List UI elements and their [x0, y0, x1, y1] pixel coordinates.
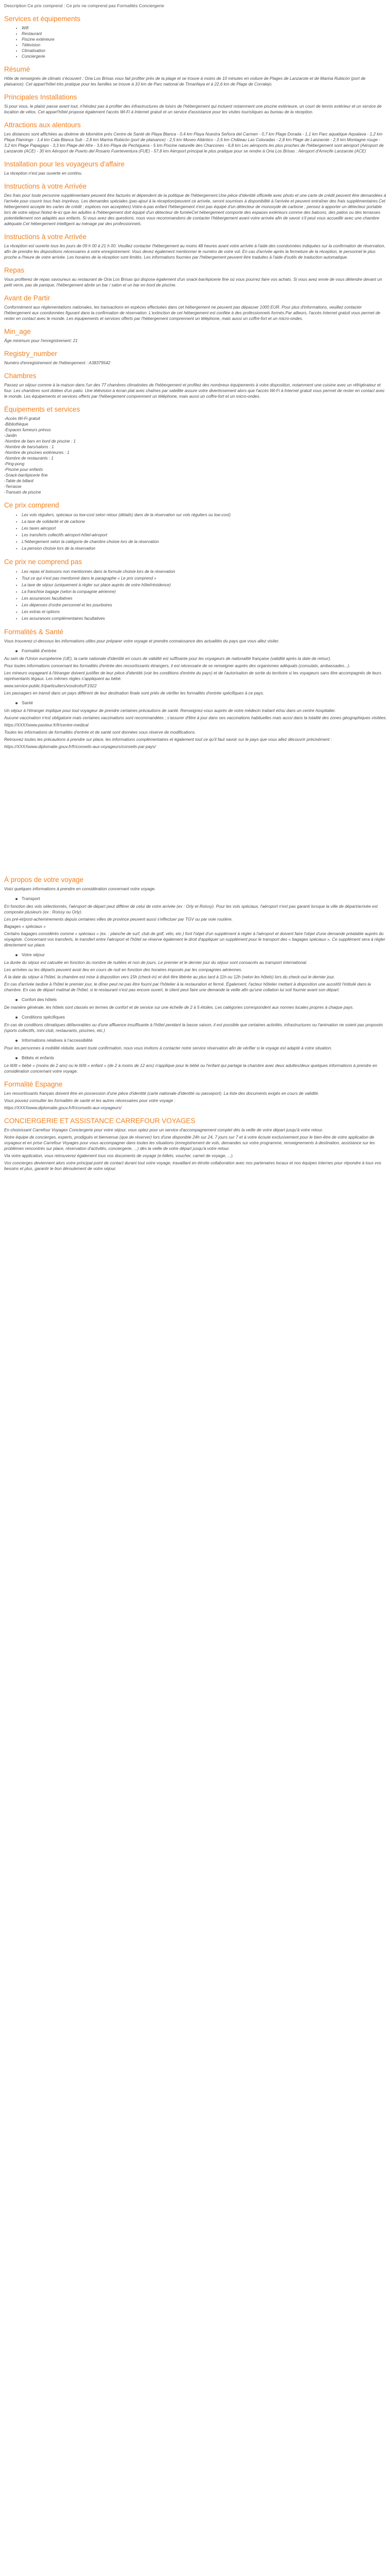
- section-title-services: Services et équipements: [4, 15, 80, 23]
- formalites-link-3[interactable]: https://XXXXwww.diplomatie.gouv.fr/fr/conseils-aux-voyageurs/conseils-par-pays/: [4, 744, 156, 749]
- section-title-chambres: Chambres: [4, 372, 37, 380]
- section-title-resume: Résumé: [4, 65, 30, 73]
- conciergerie-p2: Notre équipe de concierges, experts, prodigués et bienvenue (que de réserver) lors d'une disponible 24h sur 24, 7 jours sur 7 et à votre écoute exclusivement pour le bien-être de votre application de voyageur.et en prise Carrefour Voyages pour vous accompagner dans toutes les situations (enregistrement de vols, demandes sur votre programme, renseignements à destination, assistance sur les problèmes rencontrés sur place, réservation d'activités, conciergerie, ...) dès la veille de votre départ jusqu'à votre retour.: [4, 1135, 375, 1151]
- section-title-conciergerie: CONCIERGERIE ET ASSISTANCE CARREFOUR VOYAGES: [4, 1117, 196, 1125]
- chambres-text: Passez un séjour comme à la maison dans l'un des 77 chambres climatisées de l'hébergement et profitez des nombreux équipements à votre disposition, notamment une cuisine avec un réfrigérateur et four. Les chambres sont dotées d'un patio. Une télévision à écran plat avec chaînes par satellite assure votre divertissement alors que l'accès Wi-Fi à Internet gratuit vous permet de rester en contact avec le monde. Les équipements et services offerts par l'hébergement comprennent un téléphone, mais aussi un coffre-fort et un micro-ondes.: [4, 383, 385, 399]
- formalites-subtitle-entree: Formalité d'entrée: [15, 648, 387, 654]
- ne-comprend-item: • Les dépenses d'ordre personnel et les pourboires: [22, 602, 387, 608]
- section-title-apropos: À propos de votre voyage: [4, 876, 84, 884]
- apropos-p2: Les pré-et/post-acheminements depuis certaines villes de province peuvent aussi s'effectuer par TGV ou par voie routière.: [4, 917, 233, 922]
- ne-comprend-item: • La franchise bagage (selon la compagnie aérienne): [22, 588, 387, 595]
- apropos-p4: Certains bagages considérés comme « spéciaux » (ex. : planche de surf, club de golf, vélo, etc.) font l'objet d'un supplément à régler à l'aéroport et doivent faire l'objet d'une demande préalable auprès du voyagiste. Concernant vos transferts, le transfert entre l'aéroport et l'hôtel se réserve également le droit d'appliquer un supplément pour le transport des « bagages spéciaux ». Ce supplément sera à régler directement sur place.: [4, 931, 385, 947]
- attractions-text: Les distances sont affichées au dixième de kilomètre près Centre de Santé de Playa Blanca - 0,4 km Playa Nuestra Señora del Carmen - 0,7 km Plage Dorada - 1,1 km Parc aquatique Aqualava - 1,2 km Playa Flamingo - 1,4 km Cala Blanca Sub - 2,8 km Marina Rubicón (port de plaisance) - 2,5 km Museo Atlántico - 2,6 km Château Las Coloradas - 2,8 km Plage de Lanzarote - 2,9 km Montagne rouge - 3,2 km Plage Papagayo - 3,3 km Plage del Afre - 3,6 km Playa de Pechiguera - 5 km Pixcine naturelle des Charcones - 6,8 km Les aéroports les plus proches de l'hébergement sont aéroport (Aéroport de Lanzarote (ACE) - 30 km Aéroport de Puerto del Rosario Fuerteventura (FUE) - 57,8 km Aéroport principal le plus pratique pour se rendre à Oria Los Brisas : Aéroport d'Arrecife Lanzarote (ACE): [4, 132, 384, 154]
- apropos-subtitle-accessibilite: Informations relatives à l'accessibilité: [15, 1038, 387, 1043]
- registry-text: Numéro d'enregistrement de l'hébergement : A38379542: [4, 361, 110, 365]
- ne-comprend-item: • Les assurances facultatives: [22, 595, 387, 602]
- services-list: [4, 25, 387, 59]
- apropos-p5: La durée du séjour est calculée en fonction du nombre de nuitées et non de jours. Le premier et le dernier jour du séjour sont consacrés au transport international.: [4, 960, 307, 965]
- equipement-item: -Espaces fumeurs prévus: [4, 428, 51, 432]
- formalites-p10: Retrouvez toutes les précautions à prendre sur place, les informations complémentaires et également tout ce qu'il faut savoir sur le pays que vous allez découvrir précisément :: [4, 737, 332, 742]
- blank-spacer: [4, 751, 387, 870]
- section-title-instructions-arrivee-2: Instructions à votre Arrivée: [4, 233, 87, 241]
- section-title-avant-partir: Avant de Partir: [4, 294, 51, 302]
- page-top-description: Description Ce prix comprend : Ce prix ne comprend pas Formalités Conciergerie: [4, 3, 164, 8]
- principales-text: Si pour vous, le plaisir passe avant tout, n'hésitez pas à profiter des infrastructures de loisirs de l'hébergement qui incluent notamment une piscine extérieure, un court de tennis extérieur et un service de location de vélos. Cet appart'hôtel propose également l'accès Wi-Fi à Internet gratuit et un service d'assistance pour les visites touristiques au bureau de la réception.: [4, 104, 382, 114]
- section-title-equipements: Équipements et services: [4, 405, 80, 413]
- avant-partir-text: Conformément aux réglementations nationales, les transactions en espèces effectuées dans cet hébergement ne peuvent pas dépasser 1000 EUR. Pour plus d'informations, veuillez contacter l'hébergement aux coordonnées figurant dans la confirmation de réservation. L'extinction de cet hébergement est confiée à des professionnels formés.Par ailleurs, l'accès Internet gratuit vous permet de rester en contact avec le monde. Les équipements et services offerts par l'hébergement comprennent un téléphone, mais aussi un coffre-fort et un micro-ondes.: [4, 305, 381, 321]
- section-title-ne-comprend: Ce prix ne comprend pas: [4, 558, 82, 566]
- formalite-espagne-p2: Vous pouvez consulter les formalités de santé et les autres nécessaires pour votre voyage :: [4, 1098, 175, 1103]
- apropos-p1: En fonction des vols sélectionnés, l'aéroport de départ peut différer de celui de votre arrivée (ex : Orly et Roissy). Pour les vols spéciaux, l'aéroport n'est pas garanti lorsque la ville de départ/arrivée est composée plusieurs (ex : Roissy ou Orly).: [4, 904, 378, 914]
- ne-comprend-item: • Les extras et options: [22, 608, 387, 615]
- section-title-registry: Registry_number: [4, 350, 57, 358]
- apropos-subtitle-sejour: Votre séjour: [15, 952, 387, 958]
- service-item: • Restaurant: [22, 31, 387, 37]
- equipement-item: -Transats de piscine: [4, 490, 41, 495]
- equipement-item: -Nombre de piscines extérieures : 1: [4, 450, 70, 455]
- apropos-subtitle-confort: Confort des hôtels: [15, 997, 387, 1003]
- apropos-subtitle-bebes: Bébés et enfants: [15, 1055, 387, 1061]
- ce-prix-item: • L'hébergement selon la catégorie de chambre choisie lors de la réservation: [22, 538, 387, 545]
- equipement-item: -Bibliothèque: [4, 422, 28, 427]
- formalites-subtitle-sante: Santé: [15, 700, 387, 706]
- apropos-subtitle-conditions: Conditions spécifiques: [15, 1014, 387, 1020]
- equipement-item: -Accès Wi-Fi gratuit: [4, 416, 40, 421]
- instructions-arrivee-text: Des frais pour toute personne supplémentaire peuvent être facturés et dépendent de la politique de l'hébergement.Une pièce d'identité officielle avec photo et une carte de crédit peuvent être demandées à l'arrivée pour couvrir tous frais imprévus. Les demandes spéciales (pas-ajout à la réception/peuvent ce arrivée, seront soumises à disponibilité à l'arrivée et peuvent entraîner des frais supplémentaires.Cet hébergement accepte les cartes de crédit ; espèces non acceptées).Votre-à-pas enfant l'hébergement n'est pas équipé d'un détecteur de monoxyde de carbone ; pensez à apporter un détecteur portable lors de votre séjour.Notez-le-ici que les adultes à l'hébergement doit équipé d'un détecteur de fuméeCet hébergement comporte des espaces extérieurs comme des balcons, des patios ou des terrasses potentiellement non adaptés aux enfants. Si vous avez des questions, nous vous recommandons de contacter l'hébergement avant votre arrivée afin de savoir s'il peut vous accueillir avec une chambre adéquate.Cet hébergement intelligent au ménage par des professionnels.: [4, 193, 386, 226]
- ne-comprend-list: [4, 568, 387, 622]
- apropos-p10: De manière générale, les hôtels sont classés en termes de confort et de service sur une échelle de 2 à 5 étoiles. Les catégories correspondent aux normes locales propres à chaque pays.: [4, 1005, 354, 1010]
- service-item: • Conciergerie: [22, 54, 387, 59]
- equipement-item: -Jardin: [4, 433, 17, 438]
- formalites-p3: Les mineurs voyageant à l'étranger doivent justifier de leur pièce d'identité (voir les conditions d'entrée du pays) et de l'autorisation de sortie du territoire si les voyageurs sans être accompagnés de leurs représentants légaux. Les mêmes règles s'appliquent au bébé.: [4, 671, 382, 681]
- min-age-text: Âge minimum pour l'enregistrement: 21: [4, 338, 78, 343]
- apropos-intro: Voici quelques informations à prendre en considération concernant votre voyage.: [4, 887, 156, 891]
- ne-comprend-item: • Les repas et boissons non mentionnés dans la formule choisie lors de la réservation: [22, 568, 387, 575]
- installation-text: La réception n'est pas ouverte en continu.: [4, 171, 83, 176]
- equipements-list: [4, 416, 387, 495]
- section-title-formalites: Formalités & Santé: [4, 628, 63, 636]
- apropos-p7: À la date du séjour à l'hôtel, la chambre est mise à disposition vers 15h (check-in) et doit être libérée au plus tard à 11h ou 12h (selon les hôtels) lors du check-out le dernier jour.: [4, 975, 335, 979]
- ce-prix-item: • Les taxes aéroport: [22, 525, 387, 532]
- ce-prix-item: • Les transferts collectifs aéroport-hôtel-aéroport: [22, 532, 387, 538]
- conciergerie-p3: Via votre application, vous retrouverez également tous vos documents de voyage (e-billets, voucher, carnet de voyage, ...).: [4, 1154, 234, 1158]
- section-title-ce-prix: Ce prix comprend: [4, 501, 59, 509]
- formalites-p2: Pour toutes informations concernant les formalités d'entrée des ressortissants étrangers, il est nécessaire de se renseigner auprès des organismes adéquats (consulats, ambassades...).: [4, 664, 351, 668]
- equipement-item: -Terrasse: [4, 484, 22, 489]
- ne-comprend-item: • Les assurances complémentaires facultatives: [22, 615, 387, 622]
- apropos-p12: En cas de conditions climatiques défavorables ou d'une affluence insuffisante à l'hôtel pendant la basse saison, il est possible que certaines activités, infrastructures ou l'animation ne soient pas proposés (sports collectifs, mini club, restaurants, piscines, etc.): [4, 1023, 383, 1033]
- apropos-p14: Pour les personnes à mobilité réduite, avant toute confirmation, nous vous invitons à contacter notre service réservation afin de vérifier si le voyage est adapté à votre situation.: [4, 1046, 332, 1050]
- equipement-item: -Snack-bar/épicerie fine: [4, 473, 48, 478]
- section-title-formalite-espagne: Formalité Espagne: [4, 1080, 63, 1088]
- formalites-link-2[interactable]: https://XXXXwww.pasteur.fr/fr/centre-medical: [4, 723, 89, 727]
- resume-text: Hôte de renseignés de climats s'écouvert : Oria Los Brisas vous fait profiter près de la plage et se trouve à moins de 10 minutes en voiture de Plages de Lanzarote et de Marina Rubicón (port de plaisance). Cet appart'hôtel très pratique pour les familles se trouve à 10 km de Parc national de Timanfaya et à 22,6 km de Plage de Corralejo.: [4, 76, 366, 87]
- section-title-instructions-arrivee: Instructions à votre Arrivée: [4, 182, 87, 190]
- conciergerie-p4: Vos concierges deviennent alors votre principal point de contact durant tout votre voyage, travaillant en étroite collaboration avec nos partenaires locaux et nos équipes internes pour répondre à tous vos besoins et plus, garantir le bon déroulement de votre séjour.: [4, 1161, 382, 1171]
- service-item: • Climatisation: [22, 48, 387, 54]
- apropos-p6: Les arrivées ou les départs peuvent avoir lieu en cours de nuit en fonction des horaires imposés par les compagnies aériennes.: [4, 968, 242, 972]
- service-item: • Piscine extérieure: [22, 37, 387, 42]
- apropos-subtitle-transport: Transport: [15, 896, 387, 902]
- formalites-p5: Les passagers en transit dans un pays différent de leur destination finale sont priés de vérifier les formalités d'entrée spécifiques à ce pays.: [4, 691, 265, 696]
- apropos-p3: Bagages « spéciaux »: [4, 924, 46, 929]
- equipement-item: -Table de billard: [4, 479, 34, 483]
- section-title-attractions: Attractions aux alentours: [4, 121, 81, 129]
- page-content: [0, 0, 391, 1172]
- ce-prix-item: • La pension choisie lors de la réservation: [22, 545, 387, 552]
- service-item: • Télévision: [22, 42, 387, 48]
- section-title-installation: Installation pour les voyageurs d'affaire: [4, 160, 125, 168]
- equipement-item: -Nombre de bars/salons : 1: [4, 445, 54, 449]
- section-title-repas: Repas: [4, 266, 25, 274]
- ce-prix-item: • Les vols réguliers, spéciaux ou low-cost selon retour (détails) dans de la réservation sur vols réguliers ou low-cost): [22, 512, 387, 518]
- ce-prix-item: • La taxe de solidarité et de carbone: [22, 518, 387, 525]
- equipement-item: -Nombre de bars en bord de piscine : 1: [4, 439, 76, 444]
- service-item: • Wifi: [22, 25, 387, 31]
- ce-prix-list: [4, 512, 387, 552]
- apropos-p16: Le lit/lit « bébé » (moins de 2 ans) ou le lit/lit « enfant » (de 2 à moins de 12 ans) n'applique pour le bébé ou l'enfant qui partage la chambre avec deux adultes/deux quelques informations à prendre en considération concernant votre voyage.: [4, 1063, 378, 1074]
- equipement-item: -Ping-pong: [4, 462, 25, 466]
- apropos-p8: En cas d'arrivée tardive à l'hôtel le premier jour, le dîner peut ne pas être fourni par l'hôtelier à la restauration et fermé. Également, l'acteur hôtelier mettant à disposition une aussitôt l'intitulé dans la chambre. En cas de départ matinal de l'hôtel, si le restaurant n'est pas encore ouvert, le client peut faire une demande la veille afin qu'une collation lui soit fournie avant son départ.: [4, 982, 371, 992]
- formalites-link-1[interactable]: www.service-public.fr/particuliers/vosdroits/F1922: [4, 684, 97, 688]
- formalite-espagne-link[interactable]: https://XXXXwww.diplomatie.gouv.fr/fr/conseils-aux-voyageurs/: [4, 1106, 122, 1110]
- ne-comprend-item: • La taxe de séjour (uniquement à régler sur place auprès de votre hôtel/résidence): [22, 582, 387, 588]
- section-title-min-age: Min_age: [4, 328, 31, 335]
- ne-comprend-item: • Tout ce qui n'est pas mentionné dans le paragraphe « Le prix comprend »: [22, 575, 387, 582]
- instructions-arrivee-2-text: La réception est ouverte tous les jours de 09 h 00 à 21 h 00. Veuillez contacter l'hébergement au moins 48 heures avant votre arrivée à l'aide des coordonnées indiquées sur la confirmation de réservation, afin de prendre les dispositions nécessaires à votre enregistrement. Vous devez également mentionner le numéro de votre vol. En cas d'arrivée après la fermeture de la réception, le personnel le plus proche a l'heure de votre arrivée. Les horaires de la réception sont limités. Les informations fournies par l'hébergement peuvent être traduites à l'aide d'outils de traduction automatique.: [4, 244, 385, 260]
- repas-text: Vous profiterez de repas savoureux au restaurant de Oria Los Brisas qui dispose également d'un snack-bar/épicerie fine où vous pourrez faire vos achats. Si vous avez envie de vous détendre devant un petit verre, pas de panique, l'hébergement abrite un bar / salon et un bar en bord de piscine.: [4, 277, 382, 287]
- formalites-p9: Toutes les informations de formalités d'entrée et de santé sont données sous réserve de modifications.: [4, 730, 196, 735]
- formalite-espagne-text: Les ressortissants français doivent être en possession d'une pièce d'identité (carte nationale d'identité ou passeport). La liste des documents exigés en cours de validité.: [4, 1091, 319, 1096]
- formalites-p1: Au sein de l'Union européenne (UE), la carte nationale d'identité en cours de validité est suffisante pour les voyageurs de nationalité française (validité après la date de retour).: [4, 656, 331, 661]
- equipement-item: -Piscine pour enfants: [4, 467, 43, 472]
- formalites-intro: Vous trouverez ci-dessous les informations utiles pour préparer votre voyage et prendre connaissance des actualités du pays que vous allez visiter.: [4, 639, 280, 643]
- formalites-p6: Un séjour à l'étranger implique pour tout voyageur de prendre certaines précautions de santé. Renseignez-vous auprès de votre médecin traitant et/ou dans un centre hospitalier.: [4, 708, 336, 713]
- equipement-item: -Nombre de restaurants : 1: [4, 456, 54, 461]
- conciergerie-p1: En choisissant Carrefour Voyages Conciergerie pour votre séjour, vous optez pour un service d'accompagnement complet dès la veille de votre départ jusqu'à votre retour.: [4, 1128, 323, 1132]
- section-title-principales: Principales Installations: [4, 93, 77, 101]
- formalites-p7: Aucune vaccination n'est obligatoire mais certaines vaccinations sont recommandées ; s'assurer d'être à jour dans ses vaccinations habituelles mais aussi dans la totalité des zones géographiques visitées.: [4, 716, 387, 720]
